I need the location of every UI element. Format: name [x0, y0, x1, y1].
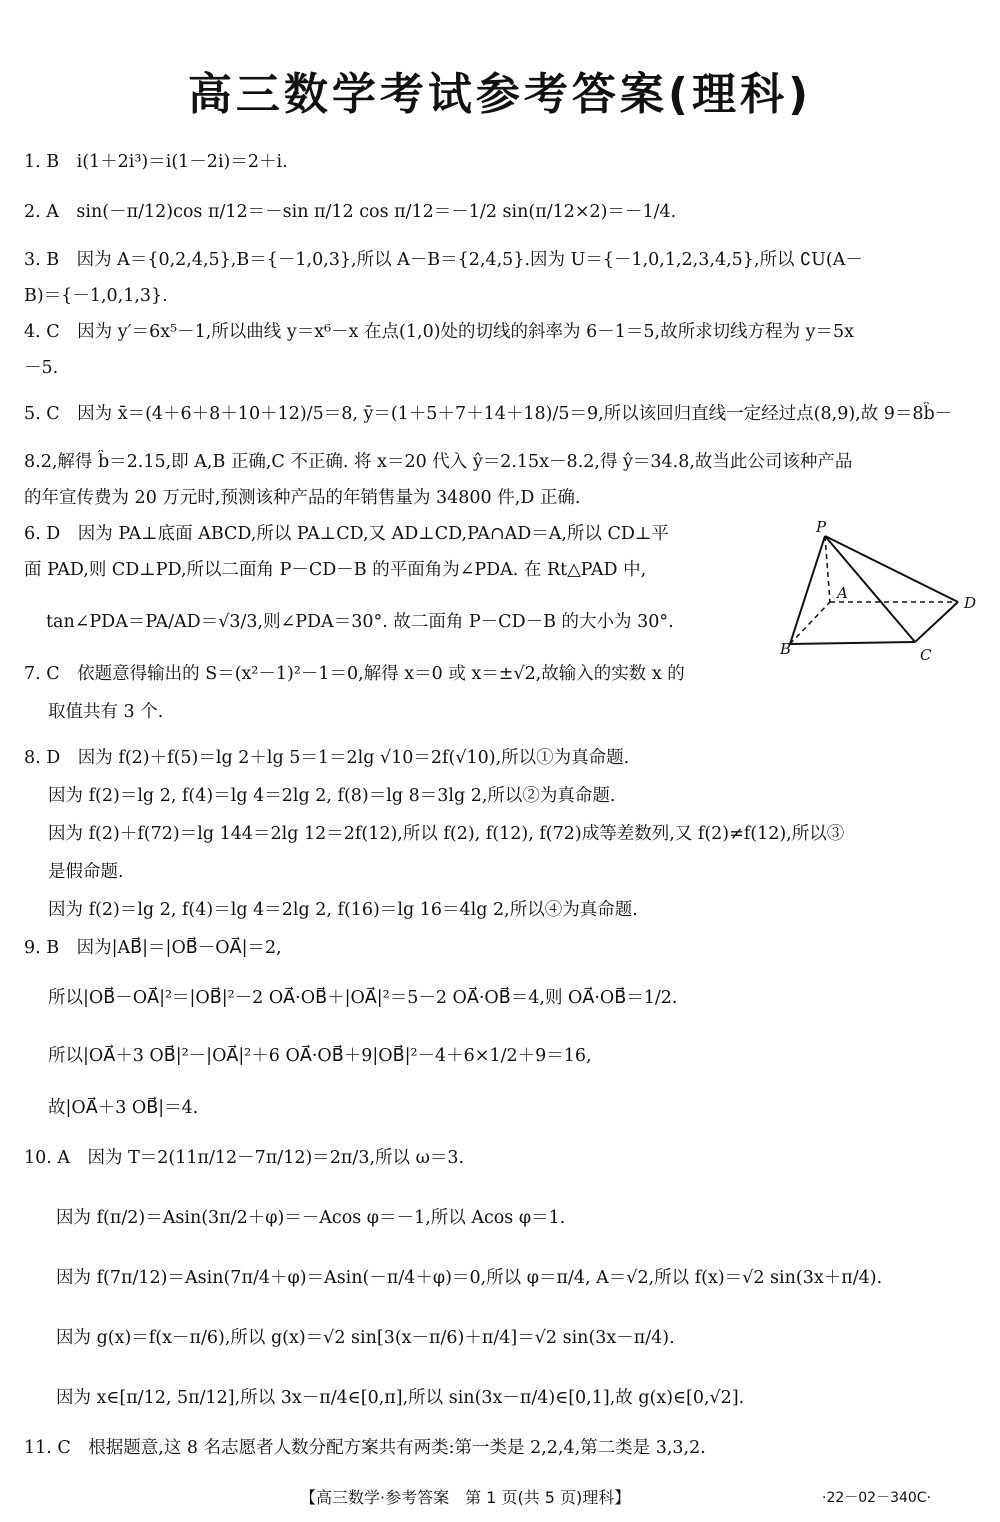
- answer-line: 面 PAD,则 CD⊥PD,所以二面角 P－CD－B 的平面角为∠PDA. 在 Rt△PAD 中,: [24, 560, 647, 580]
- answer-line: 取值共有 3 个.: [48, 702, 164, 722]
- answer-line: 8.2,解得 b̂＝2.15,即 A,B 正确,C 不正确. 将 x＝20 代入 ŷ＝2.15x－8.2,得 ŷ＝34.8,故当此公司该种产品: [24, 452, 853, 472]
- answer-line: 因为 x∈[π/12, 5π/12],所以 3x－π/4∈[0,π],所以 sin(3x－π/4)∈[0,1],故 g(x)∈[0,√2].: [56, 1388, 745, 1408]
- answer-line: 1. B i(1＋2i³)＝i(1－2i)＝2＋i.: [24, 152, 288, 172]
- edge-pb: [790, 536, 825, 644]
- edge-bc: [790, 642, 915, 644]
- answer-line: tan∠PDA＝PA/AD＝√3/3,则∠PDA＝30°. 故二面角 P－CD－B 的大小为 30°.: [46, 612, 674, 632]
- label-d: D: [964, 594, 977, 612]
- answer-line: 2. A sin(－π/12)cos π/12＝－sin π/12 cos π/12＝－1/2 sin(π/12×2)＝－1/4.: [24, 202, 677, 222]
- label-c: C: [920, 646, 932, 664]
- answer-line: 6. D 因为 PA⊥底面 ABCD,所以 PA⊥CD,又 AD⊥CD,PA∩AD＝A,所以 CD⊥平: [24, 524, 669, 544]
- answer-line: 因为 f(2)＋f(72)＝lg 144＝2lg 12＝2f(12),所以 f(2), f(12), f(72)成等差数列,又 f(2)≠f(12),所以③: [48, 824, 845, 844]
- answer-line: 8. D 因为 f(2)＋f(5)＝lg 2＋lg 5＝1＝2lg √10＝2f(√10),所以①为真命题.: [24, 748, 630, 768]
- answer-line: 因为 f(2)＝lg 2, f(4)＝lg 4＝2lg 2, f(16)＝lg 16＝4lg 2,所以④为真命题.: [48, 900, 638, 920]
- answer-line: 11. C 根据题意,这 8 名志愿者人数分配方案共有两类:第一类是 2,2,4,第二类是 3,3,2.: [24, 1438, 706, 1458]
- answer-line: 9. B 因为|AB⃗|＝|OB⃗－OA⃗|＝2,: [24, 938, 282, 958]
- edge-cd: [915, 602, 958, 642]
- page-title: 高三数学考试参考答案(理科): [187, 69, 813, 120]
- answer-line: 10. A 因为 T＝2(11π/12－7π/12)＝2π/3,所以 ω＝3.: [24, 1148, 465, 1168]
- answer-line: 4. C 因为 y′＝6x⁵－1,所以曲线 y＝x⁶－x 在点(1,0)处的切线的斜率为 6－1＝5,故所求切线方程为 y＝5x: [24, 322, 855, 342]
- pyramid-figure: [780, 516, 985, 666]
- label-b: B: [780, 640, 792, 658]
- answer-line: B)＝{－1,0,1,3}.: [24, 286, 168, 306]
- answer-line: 所以|OB⃗－OA⃗|²＝|OB⃗|²－2 OA⃗·OB⃗＋|OA⃗|²＝5－2 OA⃗·OB⃗＝4,则 OA⃗·OB⃗＝1/2.: [48, 988, 678, 1008]
- answer-line: －5.: [24, 358, 59, 378]
- footer-page-info: 【高三数学·参考答案 第 1 页(共 5 页)理科】: [300, 1488, 631, 1507]
- answer-line: 7. C 依题意得输出的 S＝(x²－1)²－1＝0,解得 x＝0 或 x＝±√2,故输入的实数 x 的: [24, 664, 685, 684]
- answer-line: 故|OA⃗＋3 OB⃗|＝4.: [48, 1098, 199, 1118]
- footer-code: ·22－02－340C·: [822, 1490, 932, 1506]
- answer-line: 因为 g(x)＝f(x－π/6),所以 g(x)＝√2 sin[3(x－π/6)＋π/4]＝√2 sin(3x－π/4).: [56, 1328, 675, 1348]
- label-p: P: [816, 518, 827, 536]
- edge-pa: [825, 536, 830, 602]
- answer-line: 因为 f(7π/12)＝Asin(7π/4＋φ)＝Asin(－π/4＋φ)＝0,所以 φ＝π/4, A＝√2,所以 f(x)＝√2 sin(3x＋π/4).: [56, 1268, 883, 1288]
- answer-line: 3. B 因为 A＝{0,2,4,5},B＝{－1,0,3},所以 A－B＝{2,4,5}.因为 U＝{－1,0,1,2,3,4,5},所以 ∁U(A－: [24, 250, 863, 270]
- answer-line: 是假命题.: [48, 862, 124, 882]
- answer-line: 因为 f(2)＝lg 2, f(4)＝lg 4＝2lg 2, f(8)＝lg 8＝3lg 2,所以②为真命题.: [48, 786, 616, 806]
- answer-line: 因为 f(π/2)＝Asin(3π/2＋φ)＝－Acos φ＝－1,所以 Acos φ＝1.: [56, 1208, 566, 1228]
- answer-line: 的年宣传费为 20 万元时,预测该种产品的年销售量为 34800 件,D 正确.: [24, 488, 581, 508]
- answer-line: 5. C 因为 x̄＝(4＋6＋8＋10＋12)/5＝8, ȳ＝(1＋5＋7＋14＋18)/5＝9,所以该回归直线一定经过点(8,9),故 9＝8b̂－: [24, 404, 953, 424]
- answer-line: 所以|OA⃗＋3 OB⃗|²－|OA⃗|²＋6 OA⃗·OB⃗＋9|OB⃗|²－4＋6×1/2＋9＝16,: [48, 1046, 592, 1066]
- label-a: A: [837, 584, 848, 602]
